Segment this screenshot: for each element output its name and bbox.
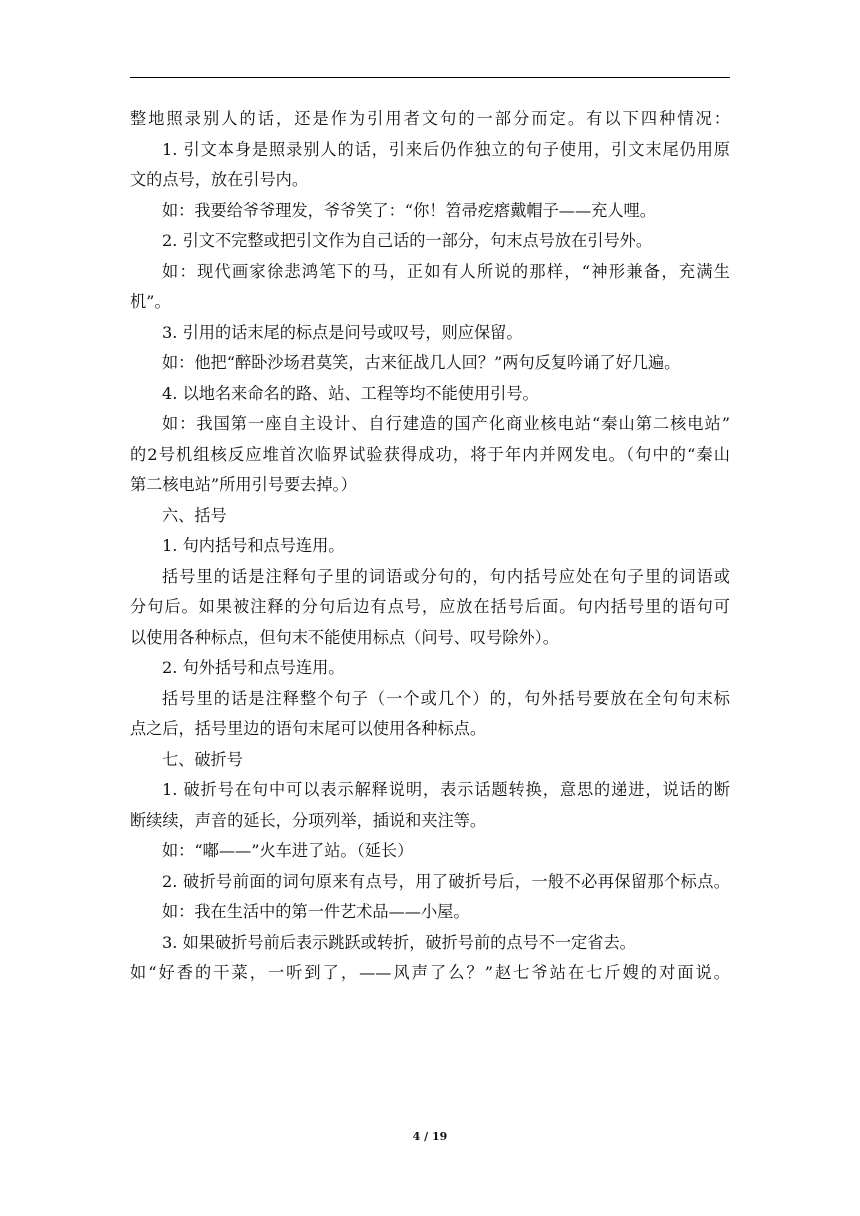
text-line: 如：我在生活中的第一件艺术品——小屋。: [162, 902, 470, 921]
text-line: 断续续，声音的延长，分项列举，插说和夹注等。: [130, 810, 487, 830]
text-line: 括号里的话是注释句子里的词语或分句的，句内括号应处在句子里的词语或: [162, 566, 730, 586]
text-line: 3. 引用的话末尾的标点是问号或叹号，则应保留。: [162, 322, 523, 342]
text-line: 机”。: [130, 292, 171, 311]
page-number: 4 / 19: [412, 1130, 448, 1143]
section-heading: 七、破折号: [162, 749, 243, 769]
text-line: 1. 句内括号和点号连用。: [162, 536, 345, 555]
text-line: 如：现代画家徐悲鸿笔下的马，正如有人所说的那样，“神形兼备，充满生: [162, 261, 730, 281]
text-line: 括号里的话是注释整个句子（一个或几个）的，句外括号要放在全句句末标: [162, 688, 730, 708]
text-line: 文的点号，放在引号内。: [130, 170, 309, 189]
header-rule: [130, 77, 730, 78]
text-line: 如“好香的干菜，一听到了，——风声了么？”赵七爷站在七斤嫂的对面说。: [130, 963, 730, 982]
section-heading: 六、括号: [162, 505, 227, 525]
text-line: 2. 引文不完整或把引文作为自己话的一部分，句末点号放在引号外。: [162, 231, 653, 250]
text-line: 点之后，括号里边的语句末尾可以使用各种标点。: [130, 719, 487, 738]
text-line: 3. 如果破折号前后表示跳跃或转折，破折号前的点号不一定省去。: [162, 932, 636, 952]
text-line: 整地照录别人的话，还是作为引用者文句的一部分而定。有以下四种情况：: [130, 109, 730, 128]
document-body: [130, 104, 730, 989]
text-line: 第二核电站”所用引号要去掉。）: [130, 475, 357, 494]
text-line: 分句后。如果被注释的分句后边有点号，应放在括号后面。句内括号里的语句可: [130, 597, 730, 616]
text-line: 1. 引文本身是照录别人的话，引来后仍作独立的句子使用，引文末尾仍用原: [162, 139, 730, 159]
text-line: 2. 破折号前面的词句原来有点号，用了破折号后，一般不必再保留那个标点。: [162, 871, 730, 891]
text-line: 如：我国第一座自主设计、自行建造的国产化商业核电站“秦山第二核电站”: [162, 414, 730, 433]
text-line: 以使用各种标点，但句末不能使用标点（问号、叹号除外）。: [130, 627, 559, 647]
text-line: 4. 以地名来命名的路、站、工程等均不能使用引号。: [162, 383, 539, 403]
text-line: 2. 句外括号和点号连用。: [162, 658, 345, 677]
text-line: 如：“嘟——”火车进了站。（延长）: [162, 841, 414, 860]
text-line: 如：我要给爷爷理发，爷爷笑了：“你！笤帚疙瘩戴帽子——充人哩。: [162, 200, 656, 220]
text-line: 的2号机组核反应堆首次临界试验获得成功，将于年内并网发电。（句中的“秦山: [130, 444, 730, 464]
text-line: 如：他把“醉卧沙场君莫笑，古来征战几人回？”两句反复吟诵了好几遍。: [162, 353, 681, 372]
text-line: 1. 破折号在句中可以表示解释说明，表示话题转换，意思的递进，说话的断: [162, 780, 730, 799]
